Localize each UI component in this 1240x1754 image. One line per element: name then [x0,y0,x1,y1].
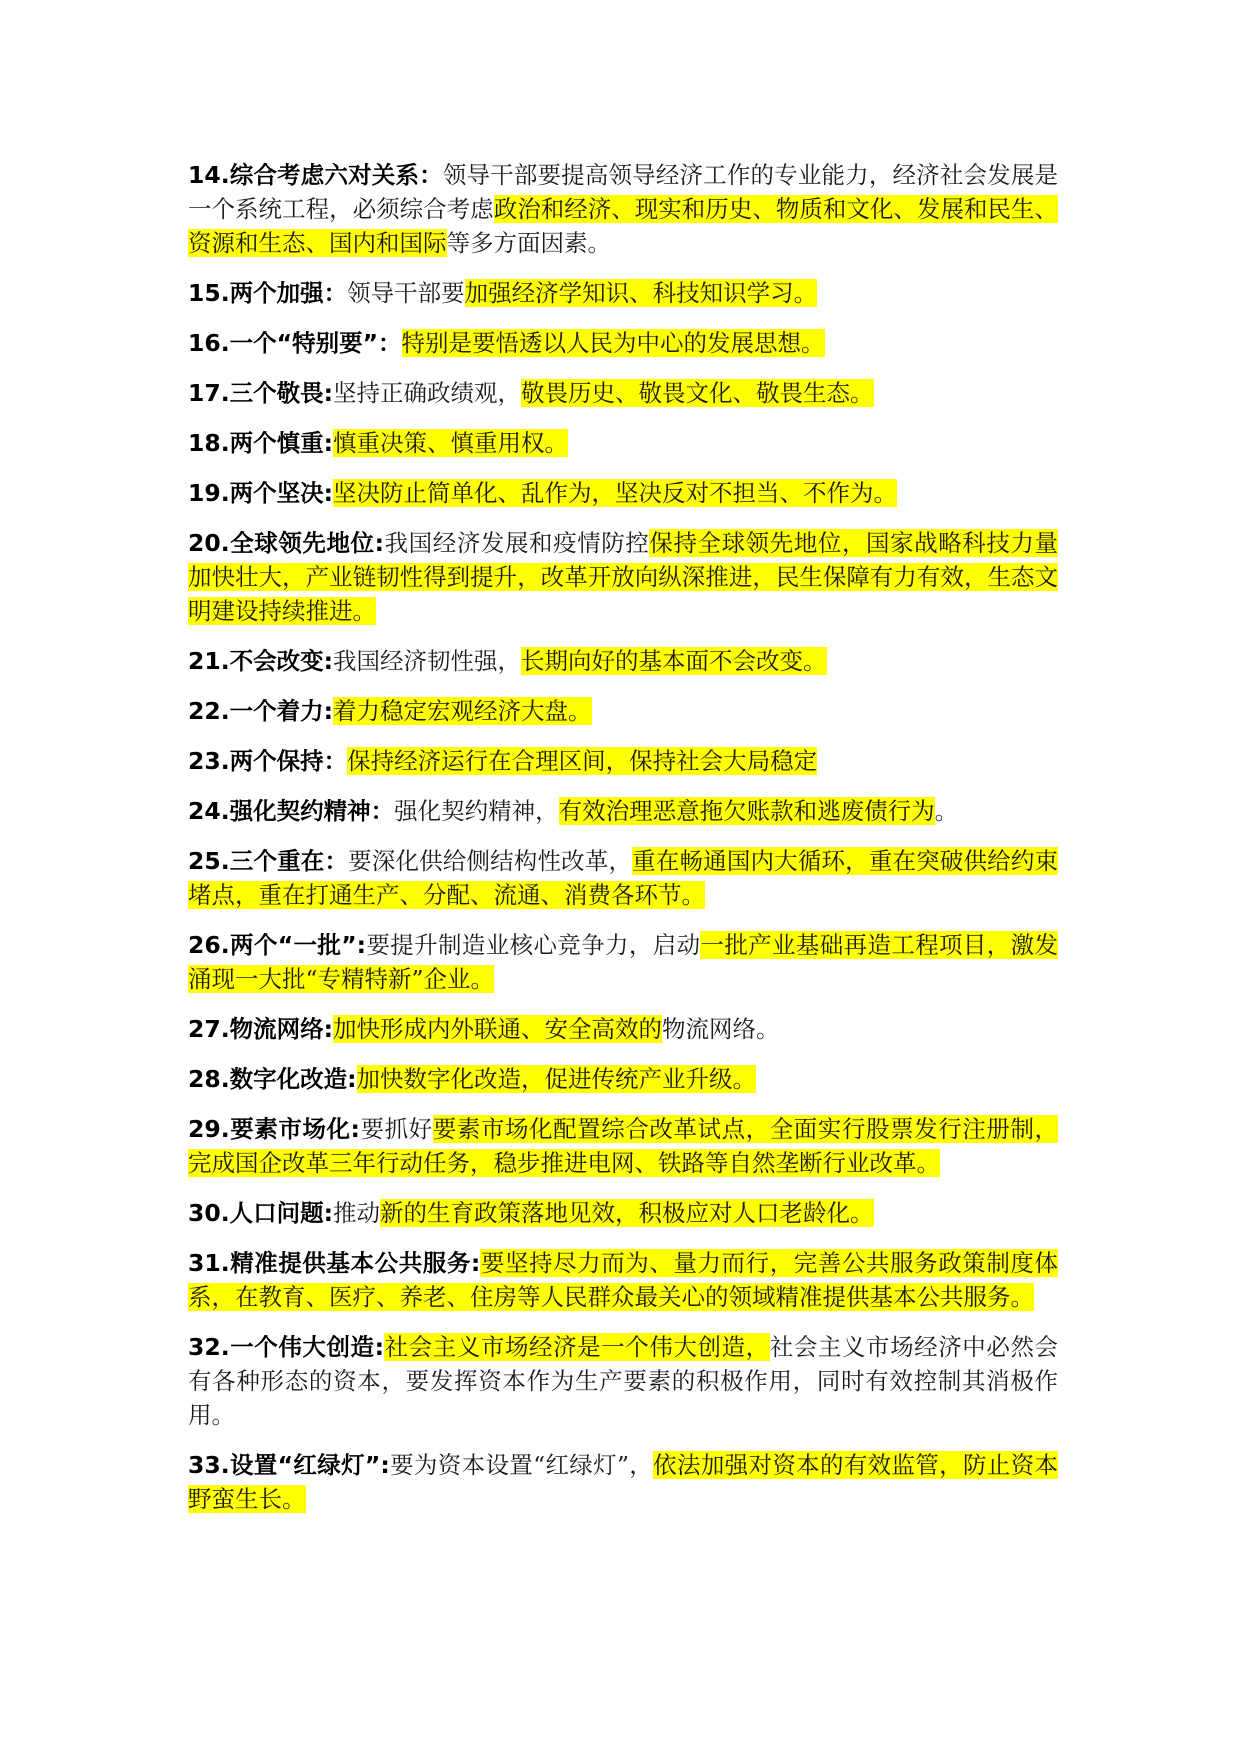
item-text: 领导干部要 [347,279,465,307]
highlighted-text: 加强经济学知识、科技知识学习。 [464,279,818,307]
item-term: 30.人口问题: [188,1199,334,1227]
item-term: 15.两个加强： [188,279,348,307]
highlighted-text: 要坚持尽力而为、量力而行，完善公共服务政策制度体系，在教育、医疗、养老、住房等人民群众最关心的领域精准提供基本公共服务。 [188,1249,1059,1311]
list-item [188,1196,1058,1230]
item-text: 坚持正确政绩观， [333,379,522,407]
list-item [188,376,1058,410]
list-item [188,744,1058,778]
item-text: 要抓好 [359,1115,433,1143]
highlighted-text: 政治和经济、现实和历史、物质和文化、发展和民生、资源和生态、国内和国际 [188,195,1059,257]
highlighted-text: 保持全球领先地位，国家战略科技力量加快壮大，产业链韧性得到提升，改革开放向纵深推进，民生保障有力有效，生态文明建设持续推进。 [188,529,1059,625]
list-item [188,1330,1058,1432]
item-text: 我国经济韧性强， [333,647,522,675]
list-item [188,1012,1058,1046]
item-text: 要提升制造业核心竞争力，启动 [366,931,701,959]
item-term: 20.全球领先地位: [188,529,385,557]
item-term: 26.两个“一批”: [188,931,367,959]
highlighted-text: 一批产业基础再造工程项目，激发涌现一大批“专精特新”企业。 [188,931,1058,993]
list-item [188,844,1058,912]
item-term: 17.三个敬畏: [188,379,334,407]
item-text: 。 [934,797,959,825]
list-item [188,276,1058,310]
list-item [188,694,1058,728]
highlighted-text: 长期向好的基本面不会改变。 [521,647,827,675]
item-term: 33.设置“红绿灯”: [188,1451,390,1479]
item-text: 强化契约精神， [394,797,559,825]
list-item [188,158,1058,260]
highlighted-text: 保持经济运行在合理区间，保持社会大局稳定 [347,747,818,775]
highlighted-text: 有效治理恶意拖欠账款和逃废债行为 [558,797,935,825]
item-text: 要为资本设置“红绿灯”， [389,1451,654,1479]
highlighted-text: 新的生育政策落地见效，积极应对人口老龄化。 [380,1199,874,1227]
item-text: 等多方面因素。 [446,229,611,257]
list-item [188,1246,1058,1314]
item-term: 29.要素市场化: [188,1115,360,1143]
highlighted-text: 依法加强对资本的有效监管，防止资本野蛮生长。 [188,1451,1059,1513]
item-term: 25.三个重在： [188,847,349,875]
highlighted-text: 加快数字化改造，促进传统产业升级。 [356,1065,757,1093]
item-term: 24.强化契约精神： [188,797,395,825]
list-item [188,1112,1058,1180]
item-term: 23.两个保持： [188,747,348,775]
item-text: 领导干部要提高领导经济工作的专业能力，经济社会发展是一个系统工程，必须综合考虑 [188,161,1058,223]
item-term: 22.一个着力: [188,697,334,725]
item-text: 社会主义市场经济中必然会有各种形态的资本，要发挥资本作为生产要素的积极作用，同时有效控制其消极作用。 [188,1333,1059,1429]
item-term: 31.精准提供基本公共服务: [188,1249,481,1277]
item-term: 21.不会改变: [188,647,334,675]
list-item [188,426,1058,460]
list-item [188,928,1058,996]
item-term: 16.一个“特别要”： [188,329,402,357]
list-item [188,644,1058,678]
item-text: 推动 [333,1199,381,1227]
document-body [188,158,1058,1532]
list-item [188,326,1058,360]
list-item [188,1062,1058,1096]
highlighted-text: 社会主义市场经济是一个伟大创造， [384,1333,770,1361]
item-term: 18.两个慎重: [188,429,334,457]
item-term: 28.数字化改造: [188,1065,357,1093]
item-term: 19.两个坚决: [188,479,334,507]
item-term: 27.物流网络: [188,1015,334,1043]
item-term: 14.综合考虑六对关系： [188,161,443,189]
item-text: 要深化供给侧结构性改革， [348,847,633,875]
highlighted-text: 慎重决策、慎重用权。 [333,429,569,457]
highlighted-text: 加快形成内外联通、安全高效的 [333,1015,663,1043]
highlighted-text: 着力稳定宏观经济大盘。 [333,697,592,725]
highlighted-text: 坚决防止简单化、乱作为，坚决反对不担当、不作为。 [333,479,898,507]
highlighted-text: 重在畅通国内大循环，重在突破供给约束堵点，重在打通生产、分配、流通、消费各环节。 [188,847,1059,909]
item-text: 我国经济发展和疫情防控 [384,529,650,557]
list-item [188,526,1058,628]
highlighted-text: 要素市场化配置综合改革试点，全面实行股票发行注册制，完成国企改革三年行动任务，稳步推进电网、铁路等自然垄断行业改革。 [188,1115,1059,1177]
highlighted-text: 特别是要悟透以人民为中心的发展思想。 [401,329,825,357]
highlighted-text: 敬畏历史、敬畏文化、敬畏生态。 [521,379,874,407]
list-item [188,794,1058,828]
item-text: 物流网络。 [662,1015,780,1043]
list-item [188,476,1058,510]
item-term: 32.一个伟大创造: [188,1333,385,1361]
list-item [188,1448,1058,1516]
